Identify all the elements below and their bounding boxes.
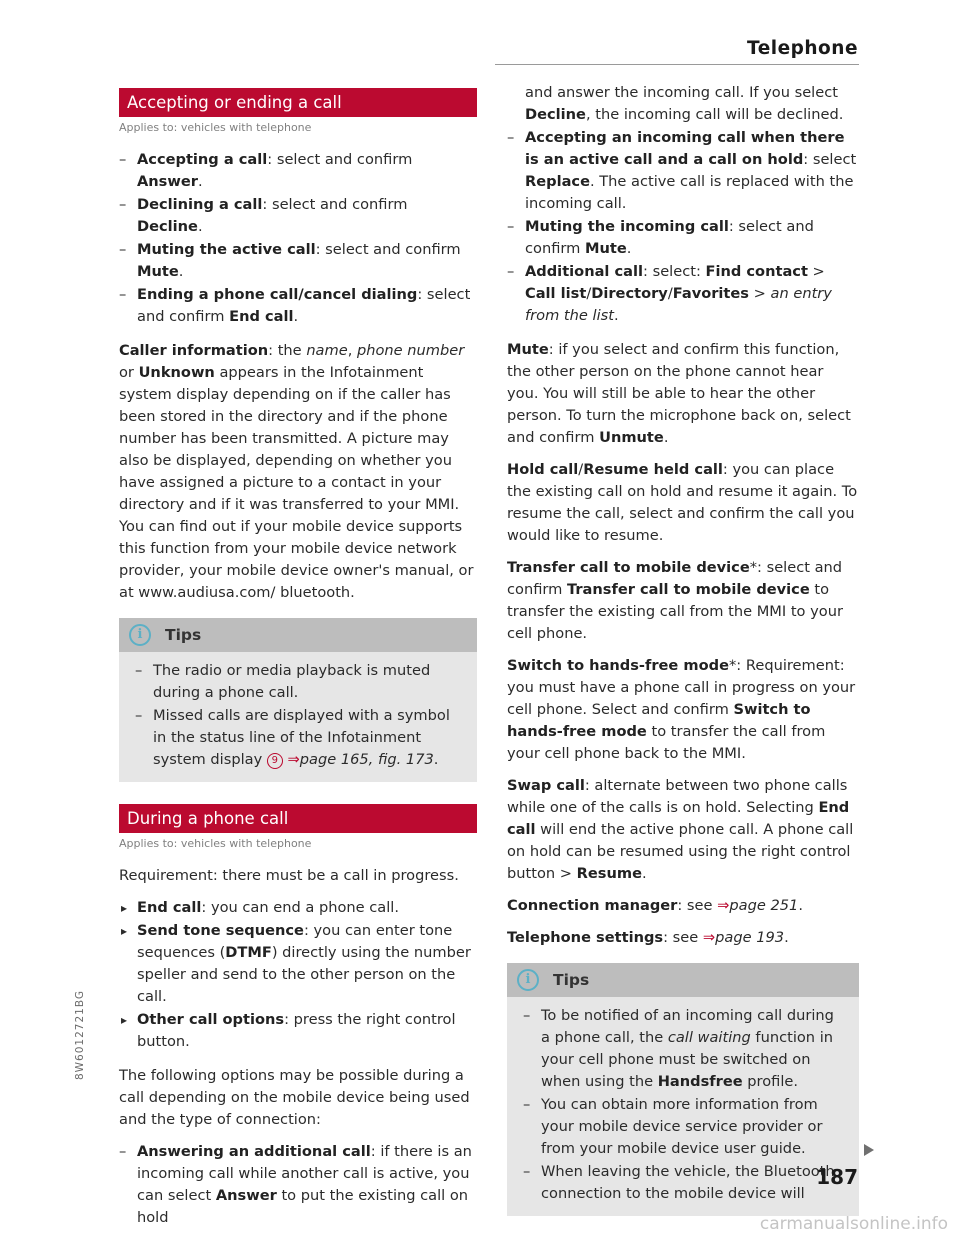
tips-label: Tips	[165, 626, 202, 644]
call-actions-list	[119, 897, 477, 1053]
hold-paragraph: Hold call/Resume held call: you can place the existing call on hold and resume it again. To resume the call, select and confirm the call you would like to resume.	[507, 461, 858, 544]
list-item: – Answering an additional call: if there is an incoming call while another call is active, you can select Answer to put the existing call on hold	[119, 1141, 477, 1229]
tips-list	[135, 660, 463, 771]
list-item: – The radio or media playback is muted during a phone call.	[135, 660, 463, 704]
caller-info-paragraph: Caller information: the name, phone number or Unknown appears in the Infotainment system display depending on if the caller has been stored in the directory and if the phone number has been transmitted. A picture may also be displayed, depending on whether you have assigned a picture to a contact in your directory and if it was transferred to your MMI. You can find out if your mobile device supports this function from your mobile device network provider, your mobile device owner's manual, or at www.audiusa.com/ bluetooth.	[119, 342, 474, 601]
list-item: ▸ Send tone sequence: you can enter tone sequences (DTMF) directly using the number speller and send to the other person on the call.	[119, 920, 477, 1008]
list-item: – Accepting an incoming call when there is an active call and a call on hold: select Replace. The active call is replaced with the incoming call.	[507, 127, 859, 215]
watermark: carmanualsonline.info	[759, 1214, 948, 1234]
tips-label: Tips	[553, 971, 590, 989]
section-title-accepting: Accepting or ending a call	[119, 88, 477, 117]
list-item: ▸ Other call options: press the right control button.	[119, 1009, 477, 1053]
list-item: – You can obtain more information from your mobile device service provider or from your mobile device user guide.	[523, 1094, 845, 1160]
transfer-paragraph: Transfer call to mobile device*: select and confirm Transfer call to mobile device to transfer the existing call from the MMI to your cell phone.	[507, 559, 843, 642]
handsfree-paragraph: Switch to hands-free mode*: Requirement: you must have a phone call in progress on your cell phone. Select and confirm Switch to hands-free mode to transfer the call from your cell phone back to the MMI.	[507, 657, 856, 762]
list-item: – To be notified of an incoming call during a phone call, the call waiting function in your cell phone must be switched on when using the Handsfree profile.	[523, 1005, 845, 1093]
page-reference[interactable]: ⇒page 193	[702, 929, 785, 946]
info-icon: i	[129, 624, 151, 646]
tips-box	[119, 618, 477, 782]
swap-paragraph: Swap call: alternate between two phone calls while one of the calls is on hold. Selecting End call will end the active phone call. A phone call on hold can be resumed using the right control button > Resume.	[507, 777, 854, 882]
list-item: – Muting the incoming call: select and confirm Mute.	[507, 216, 859, 260]
applies-note: Applies to: vehicles with telephone	[119, 837, 312, 850]
accept-list	[119, 149, 477, 328]
page-number: 187	[816, 1165, 858, 1189]
continue-arrow-icon	[864, 1144, 874, 1156]
header-rule	[495, 64, 859, 65]
list-item: – Missed calls are displayed with a symbol in the status line of the Infotainment system display 9 ⇒page 165, fig. 173.	[135, 705, 463, 771]
list-item: ▸ End call: you can end a phone call.	[119, 897, 477, 919]
info-icon: i	[517, 969, 539, 991]
section-title-during: During a phone call	[119, 804, 477, 833]
list-item: – Ending a phone call/cancel dialing: select and confirm End call.	[119, 284, 477, 328]
left-column	[119, 82, 477, 1241]
list-item: – Accepting a call: select and confirm Answer.	[119, 149, 477, 193]
list-item: – Muting the active call: select and confirm Mute.	[119, 239, 477, 283]
page-reference[interactable]: ⇒page 165, fig. 173	[287, 751, 434, 768]
running-header: Telephone	[747, 38, 858, 59]
tips-header	[507, 963, 859, 997]
requirement-text: Requirement: there must be a call in progress.	[119, 867, 459, 884]
options-list-continued	[507, 127, 859, 327]
list-item: – Declining a call: select and confirm Decline.	[119, 194, 477, 238]
tips-header	[119, 618, 477, 652]
tips-list	[523, 1005, 845, 1205]
list-item: – Additional call: select: Find contact > Call list/Directory/Favorites > an entry from the list.	[507, 261, 859, 327]
options-list	[119, 1141, 477, 1229]
applies-note: Applies to: vehicles with telephone	[119, 121, 312, 134]
options-intro: The following options may be possible during a call depending on the mobile device being used and the type of connection:	[119, 1067, 470, 1128]
mute-paragraph: Mute: if you select and confirm this function, the other person on the phone cannot hear you. You will still be able to hear the other person. To turn the microphone back on, select and confirm Unmute.	[507, 341, 851, 446]
telephone-settings-paragraph: Telephone settings: see ⇒page 193.	[507, 929, 789, 946]
page-reference[interactable]: ⇒page 251	[717, 897, 799, 914]
continued-text: and answer the incoming call. If you select Decline, the incoming call will be declined.	[525, 84, 844, 123]
callout-number: 9	[267, 753, 283, 769]
connection-manager-paragraph: Connection manager: see ⇒page 251.	[507, 897, 803, 914]
document-code: 8W6012721BG	[74, 990, 86, 1080]
list-item: – When leaving the vehicle, the Bluetooth connection to the mobile device will	[523, 1161, 845, 1205]
tips-box	[507, 963, 859, 1216]
right-column	[507, 82, 859, 1238]
